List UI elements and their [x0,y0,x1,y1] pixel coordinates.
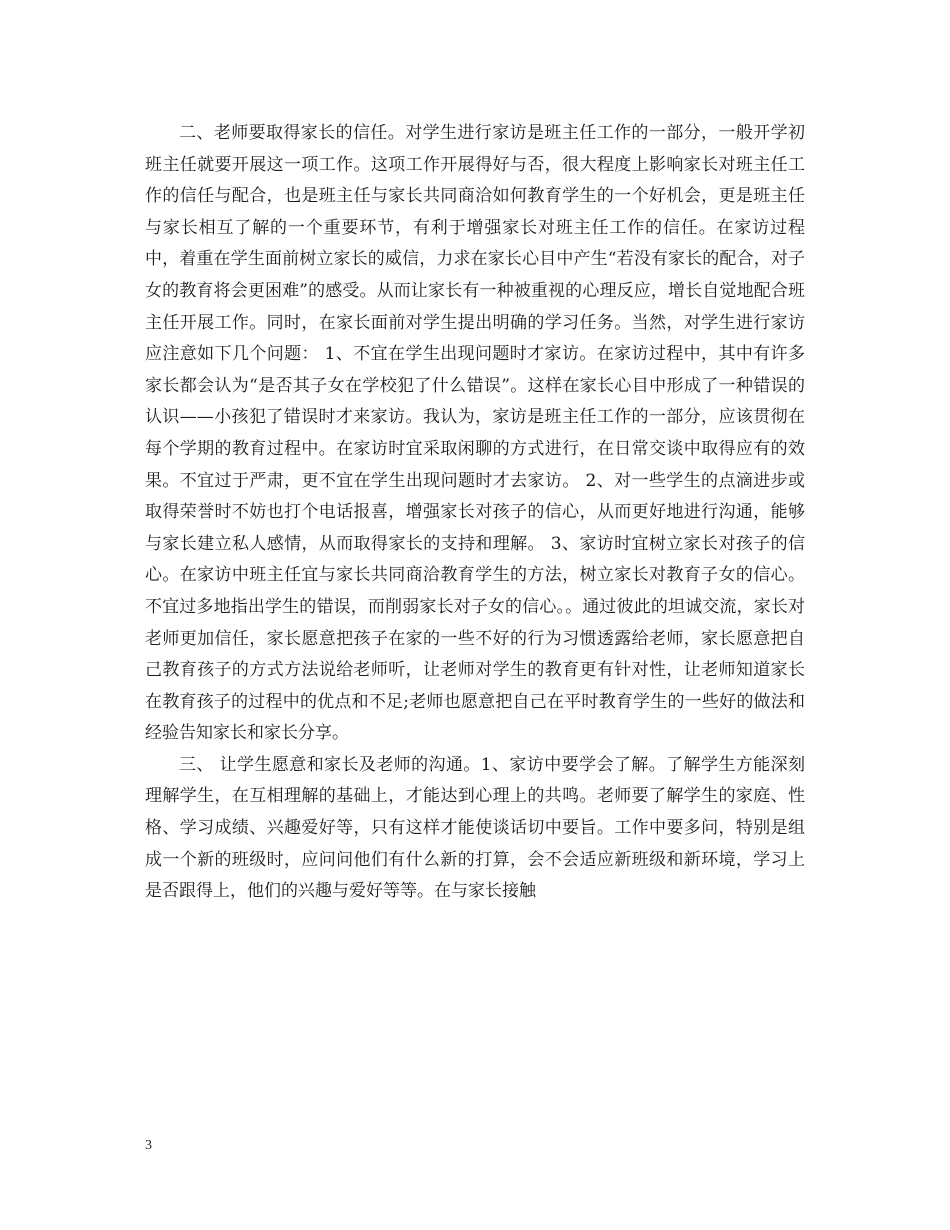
paragraph-section-two: 二、老师要取得家长的信任。对学生进行家访是班主任工作的一部分，一般开学初班主任就要开展这一项工作。这项工作开展得好与否，很大程度上影响家长对班主任工作的信任与配合，也是班主任与家长共同商洽如何教育学生的一个好机会，更是班主任与家长相互了解的一个重要环节，有利于增强家长对班主任工作的信任。在家访过程中，着重在学生面前树立家长的威信，力求在家长心目中产生“若没有家长的配合，对子女的教育将会更困难”的感受。从而让家长有一种被重视的心理反应，增长自觉地配合班主任开展工作。同时，在家长面前对学生提出明确的学习任务。当然，对学生进行家访应注意如下几个问题： 1、不宜在学生出现问题时才家访。在家访过程中，其中有许多家长都会认为“是否其子女在学校犯了什么错误”。这样在家长心目中形成了一种错误的认识——小孩犯了错误时才来家访。我认为，家访是班主任工作的一部分，应该贯彻在每个学期的教育过程中。在家访时宜采取闲聊的方式进行，在日常交谈中取得应有的效果。不宜过于严肃，更不宜在学生出现问题时才去家访。 2、对一些学生的点滴进步或取得荣誉时不妨也打个电话报喜，增强家长对孩子的信心，从而更好地进行沟通，能够与家长建立私人感情，从而取得家长的支持和理解。 3、家访时宜树立家长对孩子的信心。在家访中班主任宜与家长共同商洽教育学生的方法，树立家长对教育子女的信心。不宜过多地指出学生的错误，而削弱家长对子女的信心。。通过彼此的坦诚交流，家长对老师更加信任，家长愿意把孩子在家的一些不好的行为习惯透露给老师，家长愿意把自己教育孩子的方式方法说给老师听，让老师对学生的教育更有针对性，让老师知道家长在教育孩子的过程中的优点和不足;老师也愿意把自己在平时教育学生的一些好的做法和经验告知家长和家长分享。 [145,123,805,744]
document-body [145,118,805,908]
page-number: 3 [145,1138,152,1153]
paragraph-section-three: 三、 让学生愿意和家长及老师的沟通。1、家访中要学会了解。了解学生方能深刻理解学生，在互相理解的基础上，才能达到心理上的共鸣。老师要了解学生的家庭、性格、学习成绩、兴趣爱好等，只有这样才能使谈话切中要旨。工作中要多问，特别是组成一个新的班级时，应问问他们有什么新的打算，会不会适应新班级和新环境，学习上是否跟得上，他们的兴趣与爱好等等。在与家长接触 [145,754,805,902]
